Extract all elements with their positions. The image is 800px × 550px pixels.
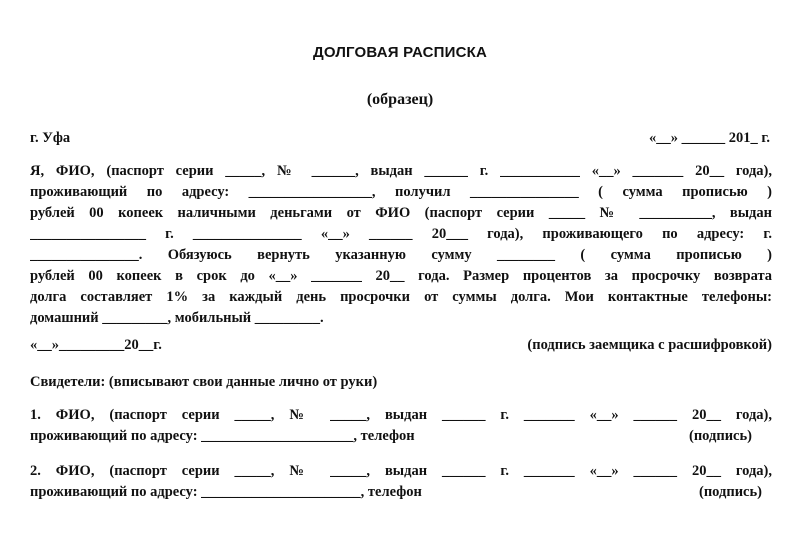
witness-2-line-2: проживающий по адресу: ______________________, телефон — [30, 484, 422, 500]
witness-2-line-1: 2. ФИО, (паспорт серии _____, № _____, выдан ______ г. _______ «__» ______ 20__ года), — [30, 463, 772, 479]
document-subtitle: (образец) — [366, 91, 434, 108]
borrower-signature-note: (подпись заемщика с расшифровкой) — [527, 337, 772, 353]
date-bottom: «__»_________20__г. — [30, 337, 162, 353]
witnesses-heading: Свидетели: (вписывают свои данные лично от руки) — [30, 374, 378, 390]
body-line-8: домашний _________, мобильный _________. — [30, 310, 324, 326]
body-line-4: ________________ г. _______________ «__» ______ 20___ года), проживающего по адресу: г. — [30, 226, 772, 242]
witness-1-line-1: 1. ФИО, (паспорт серии _____, № _____, выдан ______ г. _______ «__» ______ 20__ года), — [30, 407, 772, 423]
city-label: г. Уфа — [30, 130, 71, 146]
witness-1-signature: (подпись) — [689, 428, 752, 444]
body-line-6: рублей 00 копеек в срок до «__» _______ 20__ года. Размер процентов за просрочку возврата — [30, 268, 772, 284]
witness-2-signature: (подпись) — [699, 484, 762, 500]
witness-1-line-2: проживающий по адресу: _____________________, телефон — [30, 428, 415, 444]
body-line-7: долга составляет 1% за каждый день просрочки от суммы долга. Мои контактные телефоны: — [30, 289, 772, 305]
body-line-3: рублей 00 копеек наличными деньгами от ФИО (паспорт серии _____ № __________, выдан — [30, 205, 772, 221]
body-line-5: _______________. Обязуюсь вернуть указанную сумму ________ ( сумма прописью ) — [30, 247, 772, 263]
body-line-2: проживающий по адресу: _________________, получил _______________ ( сумма прописью ) — [30, 184, 772, 200]
date-top: «__» ______ 201_ г. — [649, 130, 770, 146]
document-title: ДОЛГОВАЯ РАСПИСКА — [312, 44, 488, 61]
body-line-1: Я, ФИО, (паспорт серии _____, № ______, выдан ______ г. ___________ «__» _______ 20__ года), — [30, 163, 772, 179]
